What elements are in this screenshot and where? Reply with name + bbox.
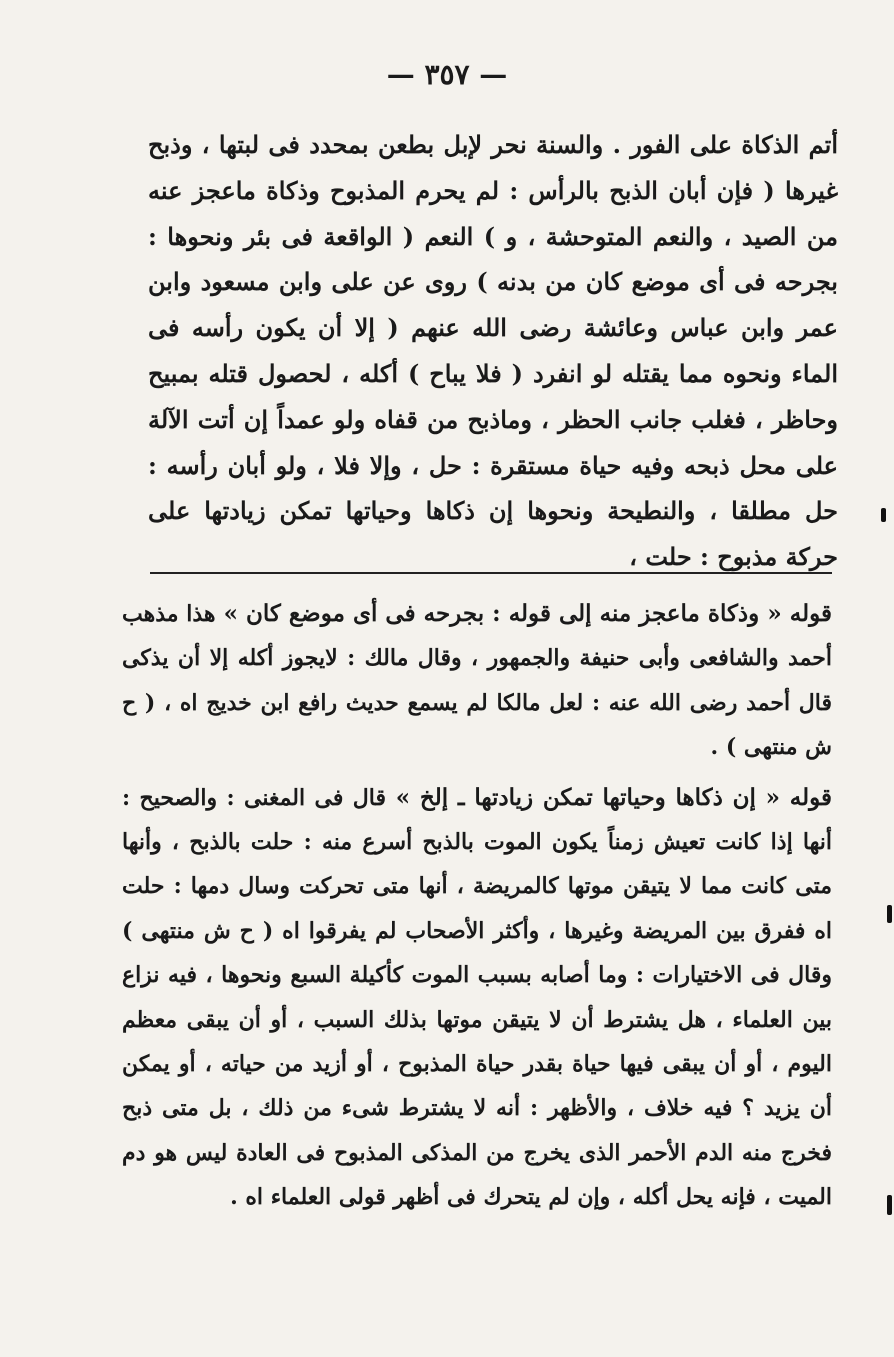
footnotes-block bbox=[122, 592, 832, 1226]
footnote-2 bbox=[122, 776, 832, 1220]
scan-edge-mark bbox=[887, 905, 892, 923]
footnote-2-text: قال فى المغنى : والصحيح : أنها إذا كانت تعيش زمناً يكون الموت بالذبح أسرع منه : حلت بالذبح ، وأنها متى كانت مما لا يتيقن موتها كالمريضة ، أنها متى تحركت وسال دمها : حلت اه ففرق بين المريضة وغيرها ، وأكثر الأصحاب لم يفرقوا اه ( ح ش منتهى ) وقال فى الاختيارات : وما أصابه بسبب الموت كأكيلة السبع ونحوها ، فيه نزاع بين العلماء ، هل يشترط أن لا يتيقن موتها بذلك السبب ، أو أن يبقى معظم اليوم ، أو أن يبقى فيها حياة بقدر حياة المذبوح ، أو أزيد من حياته ، أو يمكن أن يزيد ؟ فيه خلاف ، والأظهر : أنه لا يشترط شىء من ذلك ، بل متى ذبح فخرج منه الدم الأحمر الذى يخرج من المذكى المذبوح فى العادة ليس هو دم الميت ، فإنه يحل أكله ، وإن لم يتحرك فى أظهر قولى العلماء اه . bbox=[122, 784, 833, 1211]
footnote-divider bbox=[150, 572, 832, 574]
scan-edge-mark bbox=[881, 508, 886, 522]
scan-edge-mark bbox=[887, 1195, 892, 1215]
page-number: — ٣٥٧ — bbox=[386, 58, 508, 91]
footnote-1-text: هذا مذهب أحمد والشافعى وأبى حنيفة والجمهور ، وقال مالك : لايجوز أكله إلا أن يذكى قال أحمد رضى الله عنه : لعل مالكا لم يسمع حديث رافع ابن خديج اه ، ( ح ش منتهى ) . bbox=[122, 601, 833, 761]
main-paragraph: أتم الذكاة على الفور . والسنة نحر لإبل بطعن بمحدد فى لبتها ، وذبح غيرها ( فإن أبان الذبح بالرأس : لم يحرم المذبوح وذكاة ماعجز عنه من الصيد ، والنعم المتوحشة ، و ) النعم ( الواقعة فى بئر ونحوها : بجرحه فى أى موضع كان من بدنه ) روى عن على وابن مسعود وابن عمر وابن عباس وعائشة رضى الله عنهم ( إلا أن يكون رأسه فى الماء ونحوه مما يقتله لو انفرد ( فلا يباح ) أكله ، لحصول قتله بمبيح وحاظر ، فغلب جانب الحظر ، وماذبح من قفاه ولو عمداً إن أتت الآلة على محل ذبحه وفيه حياة مستقرة : حل ، وإلا فلا ، ولو أبان رأسه : حل مطلقا ، والنطيحة ونحوها إن ذكاها وحياتها تمكن زيادتها على حركة مذبوح : حلت ، bbox=[148, 130, 839, 572]
footnote-1-lead: قوله « وذكاة ماعجز منه إلى قوله : بجرحه فى أى موضع كان » bbox=[215, 600, 832, 627]
footnote-1 bbox=[122, 592, 832, 770]
main-text-block bbox=[148, 122, 838, 580]
footnote-2-lead: قوله « إن ذكاها وحياتها تمكن زيادتها ـ إلخ » bbox=[385, 783, 832, 811]
